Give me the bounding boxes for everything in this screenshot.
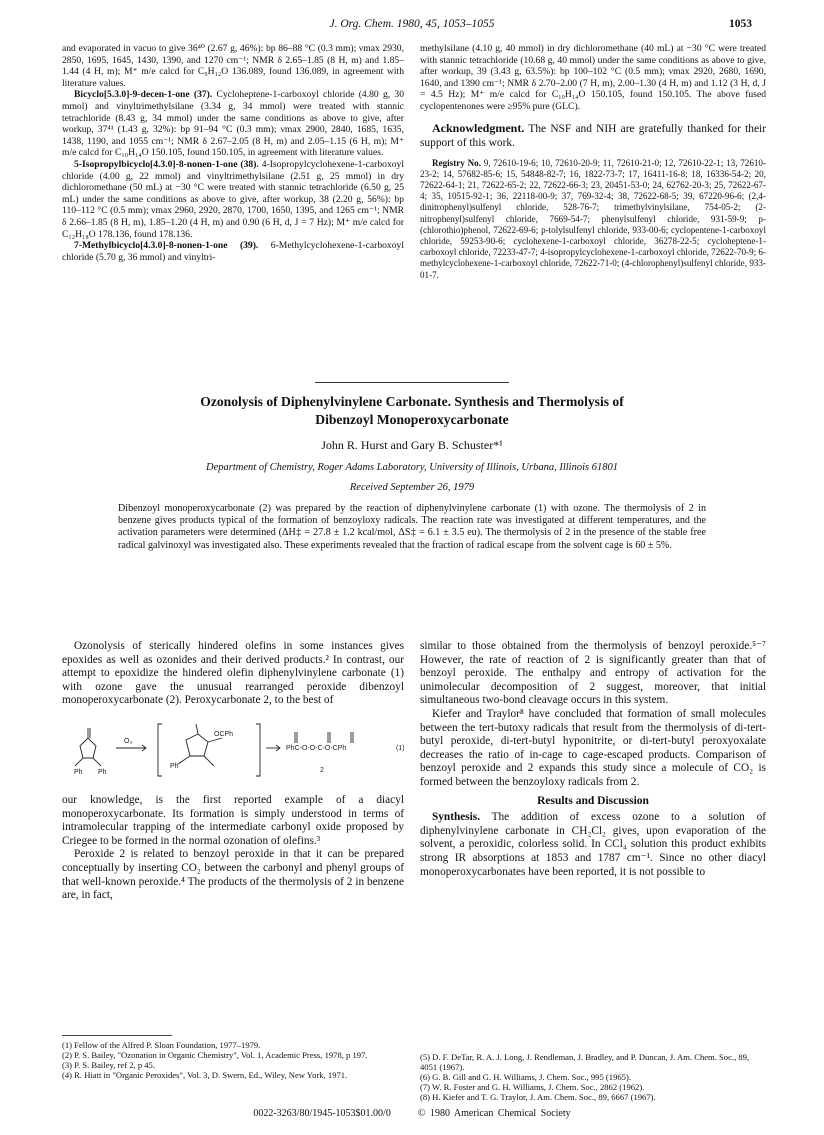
reaction-scheme xyxy=(66,716,424,788)
scheme-reagent: O₃ xyxy=(124,738,133,745)
experimental-paragraph: Bicyclo[5.3.0]-9-decen-1-one (37). Cycloheptene-1-carboxoyl chloride (4.80 g, 30 mmol) and vinyltrimethylsilane (3.34 g, 34 mmol) were treated with stannic tetrachloride (8.43 g, 34 mmol) under the same conditions as above to give, after workup, 37⁴¹ (1.43 g, 32%): bp 91–94 °C (0.3 mm); νmax 2900, 2840, 1685, 1635, 1438, 1190, and 1055 cm⁻¹; NMR δ 2.67–2.05 (8 H, m) and 2.05–1.15 (6 H, m); M⁺ m/e calcd for C₁₀H₁₄O 150.105, found 150.105, in agreement with literature values. xyxy=(62,89,404,159)
journal-citation: J. Org. Chem. 1980, 45, 1053–1055 xyxy=(329,18,495,30)
body-paragraph: Ozonolysis of sterically hindered olefins in some instances gives epoxides as well as ozonides and their derived products.² In contrast, our attempt to epoxidize the hindered olefin diphenylvinylene carbonate (1) with ozone gave the unusual rearranged peroxide dibenzoyl monoperoxycarbonate (2). Peroxycarbonate 2, to the best of xyxy=(62,640,404,707)
experimental-paragraph: methylsilane (4.10 g, 40 mmol) in dry dichloromethane (40 mL) at −30 °C were treated with stannic tetrachloride (10.68 g, 40 mmol) under the same conditions as above to give, after workup, 39 (3.43 g, 63.5%): bp 100–102 °C (0.5 mm); νmax 2920, 2680, 1690, 1640, and 1390 cm⁻¹; NMR δ 2.70–2.00 (7 H, m), 2.00–1.30 (4 H, m) and 1.12 (3 H, d, J = 4.5 Hz); M⁺ m/e calcd for C₁₀H₁₄O 150.105, found 150.105. The above fused cyclopentenones were ≥95% pure (GLC). xyxy=(420,43,766,112)
scheme-ph-label: Ph xyxy=(170,763,179,770)
body-paragraph: similar to those obtained from the thermolysis of benzoyl peroxide.⁵⁻⁷ However, the rate of reaction of 2 is significantly greater than that of benzoyl peroxide. The enthalpy and entropy of activation for the unimolecular decomposition of 2 suggest, moreover, that initial simultaneous two-bond cleavage occurs in this system. xyxy=(420,640,766,707)
authors: John R. Hurst and Gary B. Schuster*¹ xyxy=(321,438,503,452)
footnote: (8) H. Kiefer and T. G. Traylor, J. Am. Chem. Soc., 89, 6667 (1967). xyxy=(420,1092,656,1103)
acknowledgment: Acknowledgment. The NSF and NIH are gratefully thanked for their support of this work. xyxy=(420,120,766,149)
compound-heading: 5-Isopropylbicyclo[4.3.0]-8-nonen-1-one (38). xyxy=(74,158,259,170)
footnote: (2) P. S. Bailey, "Ozonation in Organic Chemistry", Vol. 1, Academic Press, 1978, p 197. xyxy=(62,1050,368,1061)
affiliation: Department of Chemistry, Roger Adams Laboratory, University of Illinois, Urbana, Illinois 61801 xyxy=(206,462,618,473)
registry-numbers: Registry No. 9, 72610-19-6; 10, 72610-20-9; 11, 72610-21-0; 12, 72610-22-1; 13, 72610-23-2; 14, 57682-85-6; 15, 54848-82-7; 16, 1822-73-7; 17, 16411-16-8; 18, 16336-54-2; 20, 72622-64-1; 21, 72622-65-2; 22, 72622-66-3; 23, 20451-53-0; 24, 62762-20-3; 25, 72622-67-4; 35, 10515-92-1; 36, 22118-00-9; 37, 769-32-4; 38, 72622-68-5; 39, 67220-96-6; (2,4-dinitrophenyl)sulfenyl chloride, 528-76-7; trimethylvinylsilane, 754-05-2; (2-nitrophenyl)sulfenyl chloride, 7669-54-7; phenylsulfenyl chloride, 931-59-9; p-(chlorothio)phenol, 72622-69-6; p-tolylsulfenyl chloride, 933-00-6; cyclopentene-1-carboxoyl chloride, 59253-90-6; cyclohexene-1-carboxoyl chloride, 36278-22-5; cycloheptene-1-carboxoyl chloride, 72233-47-7; 4-isopropylcyclohexene-1-carboxoyl chloride, 72622-70-9; 6-methylcyclohexene-1-carboxoyl chloride, 72622-71-0; (4-chlorophenyl)sulfenyl chloride, 933-01-7. xyxy=(420,157,766,280)
running-header xyxy=(0,18,824,34)
body-paragraph: Kiefer and Traylor⁸ have concluded that formation of small molecules between the tert-butoxy radicals that result from the thermolysis of di-tert-butyl peroxide, di-tert-butyl hyponitrite, or di-tert-butyl peroxyoxalate decreases the ratio of in-cage to cage-escaped products. Comparison of benzoyl peroxide and 2 expands this study since a molecule of CO₂ is formed between the benzoyloxy radicals from 2. xyxy=(420,707,766,788)
copyright: © 1980 American Chemical Society xyxy=(417,1108,571,1119)
body-paragraph: Peroxide 2 is related to benzoyl peroxide in that it can be prepared conceptually by inserting CO₂ between the carbonyl and phenyl groups of that well-known peroxide.⁴ The products of the thermolysis of 2 in benzene are, in fact, xyxy=(62,848,404,902)
footnotes-right xyxy=(420,1052,766,1102)
registry-heading: Registry No. xyxy=(432,157,481,168)
received-date: Received September 26, 1979 xyxy=(349,482,475,493)
scheme-product: PhC-O-O-C-O-CPh xyxy=(286,745,347,752)
body-column-left-top xyxy=(62,640,404,708)
section-divider xyxy=(315,382,509,383)
scheme-compound-number: 2 xyxy=(320,767,324,774)
page-number: 1053 xyxy=(729,18,752,30)
footnote: (4) R. Hiatt in "Organic Peroxides", Vol. 3, D. Swern, Ed., Wiley, New York, 1971. xyxy=(62,1070,348,1081)
footnote: (5) D. F. DeTar, R. A. J. Long, J. Rendleman, J. Bradley, and P. Duncan, J. Am. Chem. Soc., 89, 4051 (1967). xyxy=(420,1052,750,1073)
footnote-rule xyxy=(62,1035,172,1036)
experimental-column-right xyxy=(420,43,766,281)
acknowledgment-heading: Acknowledgment. xyxy=(432,120,525,135)
scheme-ph-label: Ph xyxy=(74,769,83,776)
body-column-right xyxy=(420,640,766,879)
article-code: 0022-3263/80/1945-1053$01.00/0 xyxy=(253,1108,391,1119)
scheme-ph-label: Ph xyxy=(98,769,107,776)
footnote: (1) Fellow of the Alfred P. Sloan Foundation, 1977–1979. xyxy=(62,1040,261,1050)
footnote: (7) W. R. Foster and G. H. Williams, J. Chem. Soc., 2862 (1962). xyxy=(420,1082,645,1093)
abstract: Dibenzoyl monoperoxycarbonate (2) was prepared by the reaction of diphenylvinylene carbonate (1) with ozone. The thermolysis of 2 in benzene gives products typical of the formation of benzoyloxy radicals. The reaction rate was investigated at different temperatures, and the activation parameters were determined (ΔH‡ = 27.8 ± 1.2 kcal/mol, ΔS‡ = 6.1 ± 3.5 eu). The thermolysis of 2 in the presence of the stable free radical galvinoxyl was investigated also. These experiments revealed that the fraction of radical escape from the solvent cage is 60 ± 5%. xyxy=(118,503,706,551)
subsection-heading: Synthesis. xyxy=(432,811,481,824)
experimental-paragraph: and evaporated in vacuo to give 36⁴⁰ (2.67 g, 46%): bp 86–88 °C (0.3 mm); νmax 2930, 2850, 1695, 1645, 1430, 1390, and 1270 cm⁻¹; NMR δ 2.65–1.85 (8 H, m) and 1.85–1.44 (4 H, m); M⁺ m/e calcd for C₉H₁₂O 136.089, found 136.089, in agreement with literature values. xyxy=(62,43,404,89)
page-footer xyxy=(0,1108,824,1119)
body-paragraph: Synthesis. The addition of excess ozone to a solution of diphenylvinylene carbonate in CH₂Cl₂ gives, upon evaporation of the solvent, a peroxidic, colorless solid. In CCl₄ solution this product exhibits strong IR absorptions at 1853 and 1787 cm⁻¹. Since no other diacyl monoperoxycarbonates have been reported, it is not possible to xyxy=(420,811,766,878)
footnote: (6) G. B. Gill and G. H. Williams, J. Chem. Soc., 995 (1965). xyxy=(420,1072,631,1083)
scheme-equation-number: (1) xyxy=(396,745,405,752)
experimental-paragraph: 7-Methylbicyclo[4.3.0]-8-nonen-1-one (39). 6-Methylcyclohexene-1-carboxoyl chloride (5.70 g, 36 mmol) and vinyltri- xyxy=(62,240,404,263)
body-paragraph: our knowledge, is the first reported example of a diacyl monoperoxycarbonate. Its formation is simply understood in terms of intramolecular trapping of the intermediate carbonyl oxide proposed by Criegee to be formed in the normal ozonation of olefins.³ xyxy=(62,794,404,847)
footnotes-left xyxy=(62,1040,404,1080)
section-heading: Results and Discussion xyxy=(537,794,649,807)
compound-heading: 7-Methylbicyclo[4.3.0]-8-nonen-1-one (39). xyxy=(74,240,259,252)
body-column-left-bottom xyxy=(62,794,404,903)
scheme-ocph-label: OCPh xyxy=(214,731,234,738)
experimental-paragraph: 5-Isopropylbicyclo[4.3.0]-8-nonen-1-one (38). 4-Isopropylcyclohexene-1-carboxoyl chloride (4.00 g, 22 mmol) and vinyltrimethylsilane (2.51 g, 25 mmol) in dry dichloromethane (50 mL) at −30 °C were treated with stannic tetrachloride (6.50 g, 25 mL) under the same conditions as above to give, after workup, 38 (2.20 g, 56%): bp 110–112 °C (0.5 mm); νmax 2960, 2920, 2870, 1700, 1650, 1395, and 1265 cm⁻¹; NMR δ 2.66–1.85 (8 H, m), 1.85–1.20 (4 H, m) and 0.90 (6 H, d, J = 7 Hz); M⁺ m/e calcd for C₁₂H₁₈O 178.136, found 178.136. xyxy=(62,158,405,240)
experimental-column-left xyxy=(62,43,404,263)
article-title: Ozonolysis of Diphenylvinylene Carbonate. Synthesis and Thermolysis of Dibenzoyl Monoperoxycarbonate xyxy=(200,394,624,427)
footnote: (3) P. S. Bailey, ref 2, p 45. xyxy=(62,1060,156,1071)
compound-heading: Bicyclo[5.3.0]-9-decen-1-one (37). xyxy=(74,89,213,101)
